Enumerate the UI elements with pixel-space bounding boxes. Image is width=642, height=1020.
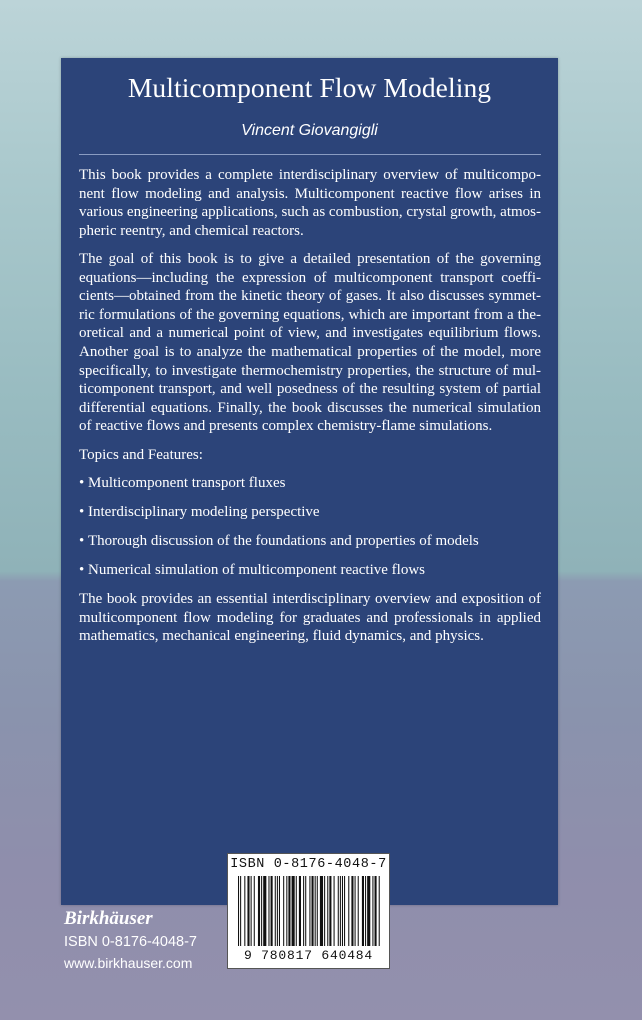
barcode-bar: [334, 876, 335, 946]
blurb-text: [79, 166, 541, 655]
barcode-bar: [299, 876, 301, 946]
title-divider: [79, 154, 541, 155]
barcode-bar: [271, 876, 273, 946]
barcode-bar: [340, 876, 341, 946]
barcode-bars-icon: [236, 876, 381, 946]
isbn-text: ISBN 0-8176-4048-7: [64, 934, 197, 950]
blurb-closing: The book provides an essential interdisciplinary overview and exposition of multicomponent flow modeling for graduates and professionals in applied mathematics, mechanical engineering, fluid dynamics, and physics.: [79, 591, 541, 645]
barcode-bar: [305, 876, 306, 946]
book-author: Vincent Giovangigli: [241, 122, 378, 139]
barcode-bar: [344, 876, 345, 946]
barcode-bar: [362, 876, 364, 946]
barcode-bar: [277, 876, 278, 946]
blurb-paragraph-1: This book provides a complete interdisciplinary overview of multicomponent flow modeling and analysis. Multicomponent reactive flow arises in various engineering applications, such as combustion, crystal growth, atmospheric reentry, and chemical reactors.: [79, 167, 541, 239]
barcode-bar: [288, 876, 290, 946]
barcode-bar: [358, 876, 359, 946]
isbn-barcode: [227, 853, 390, 969]
barcode-bar: [292, 876, 295, 946]
barcode-bar: [320, 876, 323, 946]
barcode-bar: [261, 876, 262, 946]
barcode-bar: [296, 876, 297, 946]
barcode-bar: [315, 876, 316, 946]
barcode-bar: [279, 876, 280, 946]
barcode-bar: [303, 876, 304, 946]
barcode-bar: [309, 876, 310, 946]
barcode-bar: [365, 876, 366, 946]
barcode-bar: [317, 876, 318, 946]
barcode-bar: [258, 876, 260, 946]
book-title: Multicomponent Flow Modeling: [127, 72, 492, 103]
barcode-bar: [351, 876, 353, 946]
topic-bullet-3: [79, 532, 541, 551]
barcode-bar: [329, 876, 331, 946]
barcode-bar: [254, 876, 255, 946]
topic-bullet-4: [79, 561, 541, 580]
barcode-bar: [324, 876, 325, 946]
barcode-bar: [286, 876, 287, 946]
barcode-bar: [312, 876, 314, 946]
barcode-bar: [355, 876, 356, 946]
topic-bullet-text: Interdisciplinary modeling perspective: [88, 504, 320, 521]
barcode-bar: [275, 876, 276, 946]
bullet-icon: •: [79, 562, 85, 579]
publisher-logo: Birkhäuser: [64, 908, 153, 929]
cover-panel: [61, 58, 558, 905]
barcode-bar: [268, 876, 269, 946]
topic-bullet-2: [79, 503, 541, 522]
barcode-bar: [372, 876, 373, 946]
barcode-bar: [375, 876, 377, 946]
barcode-bar: [238, 876, 239, 946]
topic-bullet-text: Multicomponent transport fluxes: [88, 475, 286, 492]
barcode-bar: [327, 876, 328, 946]
barcode-isbn-label: ISBN 0-8176-4048-7: [230, 857, 387, 872]
bullet-icon: •: [79, 475, 85, 492]
barcode-bar: [283, 876, 284, 946]
barcode-bar: [263, 876, 266, 946]
blurb-paragraph-2: The goal of this book is to give a detailed presentation of the governing equations—including the expression of multicomponent transport coefficients—obtained from the kinetic theory of gases. It also discusses symmetric formulations of the governing equations, which are important from a theoretical and a numerical point of view, and investigates equilibrium flows. Another goal is to analyze the mathematical properties of the model, more specifically, to investigate thermochemistry properties, the structure of multicomponent transport, and well posedness of the resulting system of partial differential equations. Finally, the book discusses the numerical simulation of reactive flows and presents complex chemistry-flame simulations.: [79, 250, 541, 435]
barcode-bar: [342, 876, 343, 946]
barcode-digits: 9 780817 640484: [243, 948, 374, 963]
barcode-bar: [367, 876, 370, 946]
topics-heading: Topics and Features:: [79, 446, 203, 463]
bullet-icon: •: [79, 504, 85, 521]
topic-bullet-1: [79, 474, 541, 493]
barcode-bar: [348, 876, 349, 946]
barcode-bar: [247, 876, 249, 946]
barcode-bar: [240, 876, 241, 946]
topic-bullet-text: Thorough discussion of the foundations and properties of models: [88, 533, 479, 550]
bullet-icon: •: [79, 533, 85, 550]
publisher-url: www.birkhauser.com: [64, 955, 193, 971]
barcode-bar: [338, 876, 339, 946]
barcode-bar: [251, 876, 252, 946]
barcode-bar: [244, 876, 245, 946]
topic-bullet-text: Numerical simulation of multicomponent reactive flows: [88, 562, 425, 579]
barcode-bar: [379, 876, 380, 946]
